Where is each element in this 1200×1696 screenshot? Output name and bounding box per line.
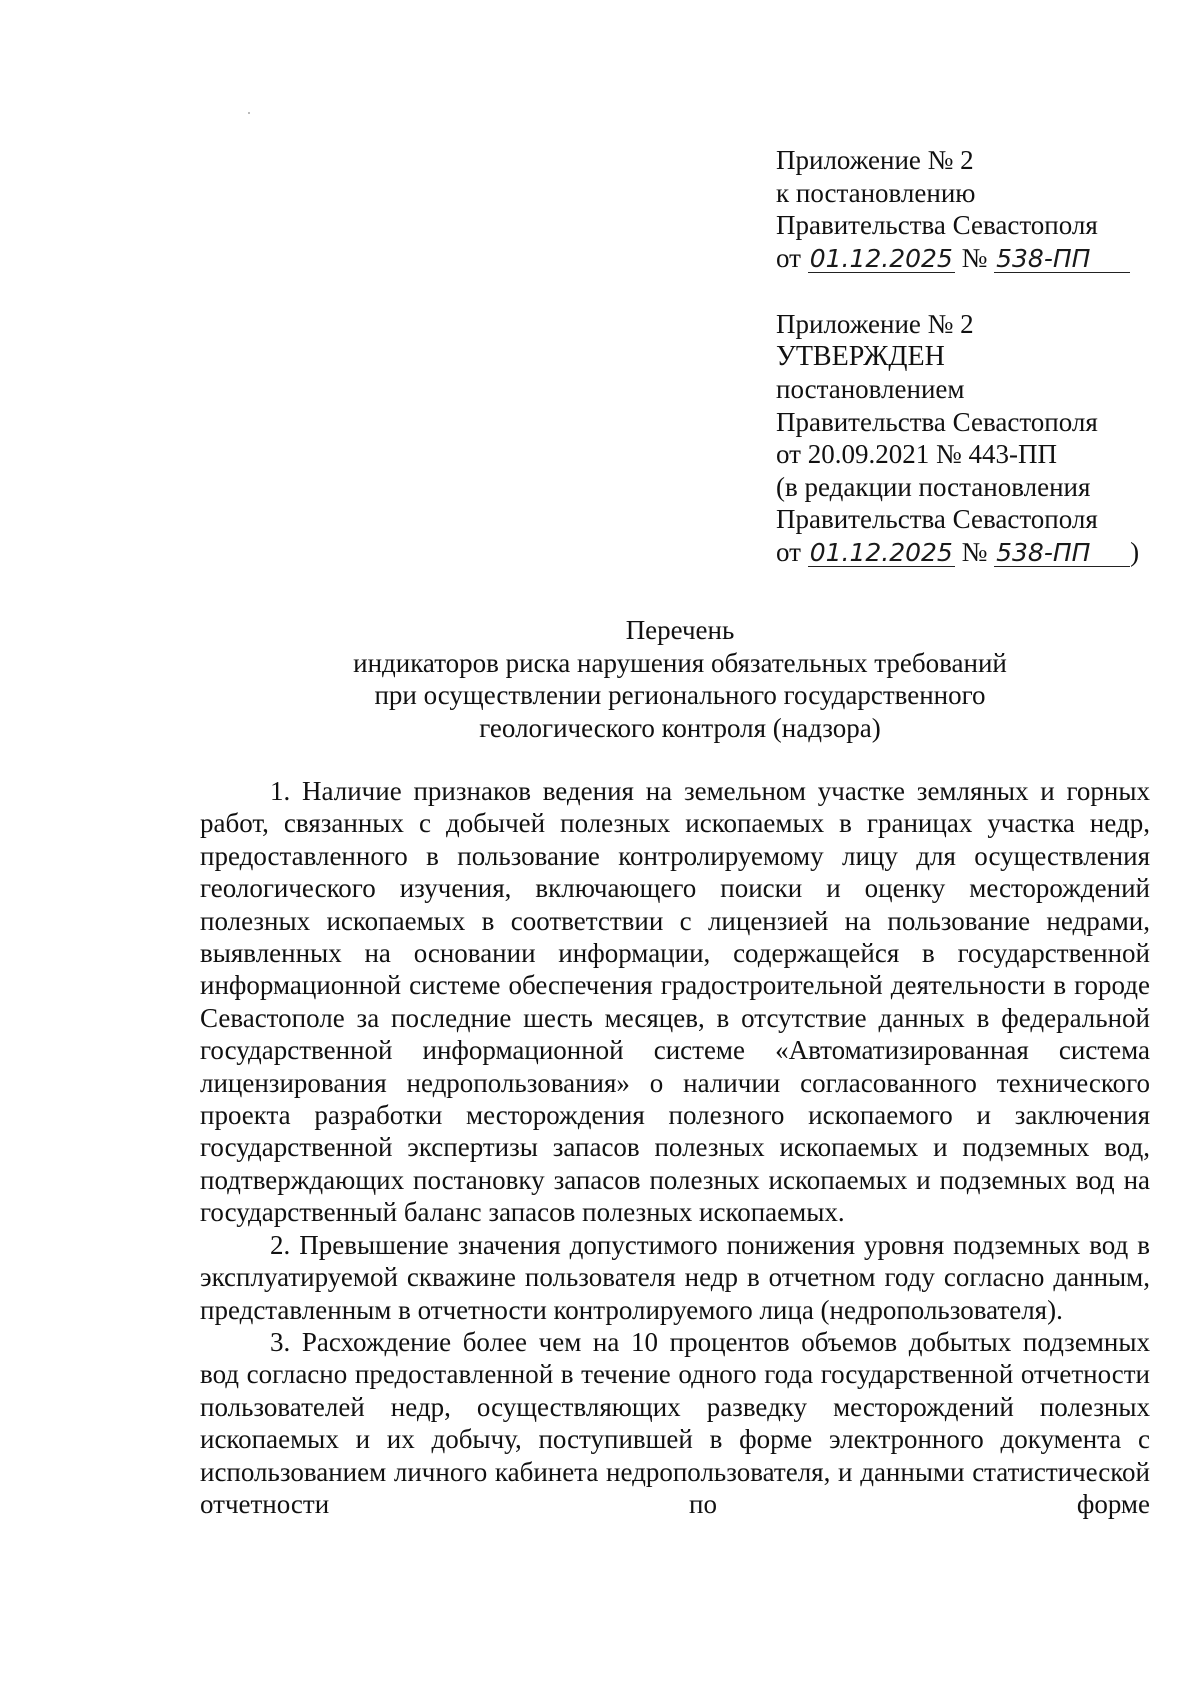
stamp-line: Правительства Севастополя	[776, 504, 1098, 534]
title-line: индикаторов риска нарушения обязательных требований	[353, 647, 1007, 678]
paragraph-item-2: 2. Превышение значения допустимого понижения уровня подземных вод в эксплуатируемой скважине пользователя недр в отчетном году согласно данным, представленным в отчетности контролируемого лица (недропользователя).	[200, 1229, 1150, 1325]
paragraph-item-3: 3. Расхождение более чем на 10 процентов объемов добытых подземных вод согласно предоставленной в течение одного года государственной отчетности пользователей недр, осуществляющих разведку месторождений полезных ископаемых и их добычу, поступившей в форме электронного документа с использованием личного кабинета недропользователя, и данными статистической отчетности по форме	[200, 1326, 1150, 1519]
document-title	[180, 614, 1180, 744]
handwritten-date: 01.12.2025	[809, 243, 953, 273]
number-sign: №	[961, 242, 988, 273]
scan-speck	[248, 112, 250, 114]
paragraph-item-1: 1. Наличие признаков ведения на земельном участке земляных и горных работ, связанных с добычей полезных ископаемых в границах участка недр, предоставленного в пользование контролируемому лицу для осуществления геологического изучения, включающего поиски и оценку месторождений полезных ископаемых в соответствии с лицензией на пользование недрами, выявленных на основании информации, содержащейся в государственной информационной системе обеспечения градостроительной деятельности в городе Севастополе за последние шесть месяцев, в отсутствие данных в федеральной государственной информационной системе «Автоматизированная система лицензирования недропользования» о наличии согласованного технического проекта разработки месторождения полезного ископаемого и заключения государственной экспертизы запасов полезных ископаемых и подземных вод, подтверждающих постановку запасов полезных ископаемых и подземных вод на государственный баланс запасов полезных ископаемых.	[200, 776, 1150, 1228]
title-line: геологического контроля (надзора)	[479, 712, 881, 743]
stamp-line: (в редакции постановления	[776, 471, 1091, 502]
stamp-line: Правительства Севастополя	[776, 406, 1098, 437]
appendix-stamp-current	[776, 144, 1130, 274]
title-line: Перечень	[625, 615, 735, 645]
from-prefix: от	[776, 536, 801, 567]
handwritten-number: 538-ПП	[994, 246, 1130, 273]
appendix-stamp-approved	[776, 308, 1139, 568]
number-sign: №	[961, 536, 988, 567]
stamp-line: постановлением	[776, 374, 965, 404]
close-paren: )	[1130, 536, 1140, 567]
title-line: при осуществлении регионального государственного	[374, 680, 986, 710]
stamp-line: от 20.09.2021 № 443-ПП	[776, 439, 1057, 469]
stamp-line: Правительства Севастополя	[776, 210, 1098, 240]
stamp-date-line	[776, 242, 1130, 275]
stamp-line: Приложение № 2	[776, 309, 974, 339]
stamp-line: Приложение № 2	[776, 145, 974, 175]
stamp-date-line	[776, 536, 1139, 569]
document-body	[200, 775, 1150, 1520]
from-prefix: от	[776, 242, 801, 273]
stamp-line: к постановлению	[776, 177, 976, 208]
handwritten-number: 538-ПП	[994, 540, 1130, 567]
stamp-approved-word: УТВЕРЖДЕН	[776, 340, 945, 372]
handwritten-date: 01.12.2025	[809, 537, 953, 567]
